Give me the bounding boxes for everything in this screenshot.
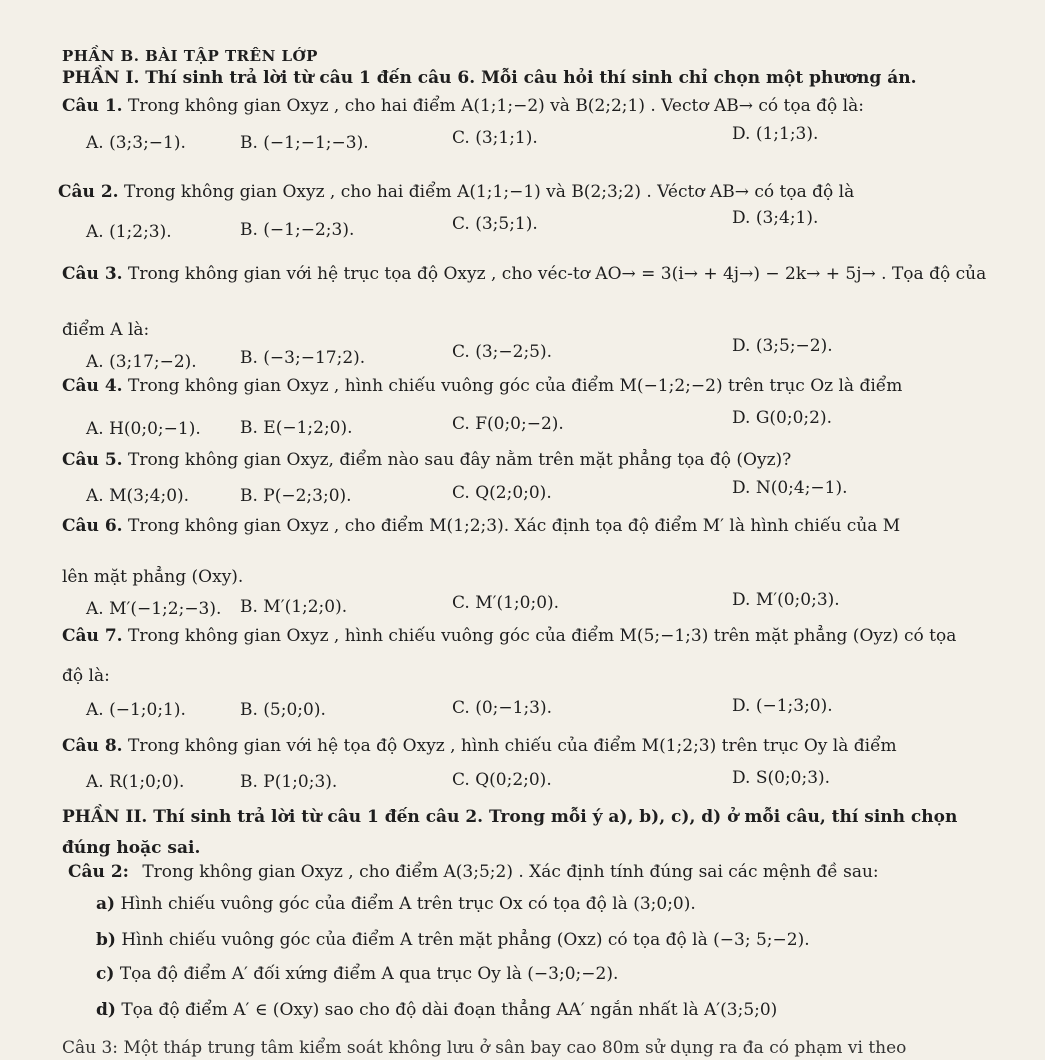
option-a: A. M(3;4;0). (86, 486, 190, 506)
option-d: D. G(0;0;2). (732, 408, 832, 428)
option-c: C. F(0;0;−2). (452, 414, 564, 434)
option-d: D. (3;5;−2). (732, 336, 833, 356)
question-text: Trong không gian với hệ trục tọa độ Oxyz , cho véc-tơ AO→ = 3(i→ + 4j→) − 2k→ + 5j→ . Tọa độ của (127, 264, 987, 284)
option-d: D. (1;1;3). (732, 124, 819, 144)
question-label: Câu 5. (62, 450, 123, 470)
question-label: Câu 8. (62, 736, 123, 756)
option-d: D. M′(0;0;3). (732, 590, 840, 610)
question-3 (62, 262, 986, 286)
question-3-cont: điểm A là: (62, 320, 150, 340)
option-a: A. M′(−1;2;−3). (86, 599, 222, 619)
statement-d (96, 998, 777, 1022)
question-7 (62, 624, 956, 648)
question-4 (62, 374, 902, 398)
option-c: C. (3;5;1). (452, 214, 538, 234)
statement-text: Tọa độ điểm A′ ∈ (Oxy) sao cho độ dài đoạn thẳng AA′ ngắn nhất là A′(3;5;0) (121, 1000, 778, 1020)
question-label: Câu 2: (68, 862, 129, 882)
option-d: D. S(0;0;3). (732, 768, 831, 788)
option-b: B. P(−2;3;0). (240, 486, 352, 506)
statement-text: Tọa độ điểm A′ đối xứng điểm A qua trục Oy là (−3;0;−2). (119, 964, 619, 984)
question-text: Trong không gian Oxyz, điểm nào sau đây nằm trên mặt phẳng tọa độ (Oyz)? (127, 450, 792, 470)
question-label: Câu 2. (58, 182, 119, 202)
option-b: B. P(1;0;3). (240, 772, 338, 792)
option-d: D. N(0;4;−1). (732, 478, 848, 498)
option-c: C. (3;−2;5). (452, 342, 553, 362)
question-label: Câu 3. (62, 264, 123, 284)
option-a: A. H(0;0;−1). (86, 419, 201, 439)
question-8 (62, 734, 897, 758)
question-1 (62, 94, 864, 118)
option-c: C. (0;−1;3). (452, 698, 553, 718)
question-label: Câu 7. (62, 626, 123, 646)
question-2 (58, 180, 854, 204)
question-text: Trong không gian Oxyz , cho hai điểm A(1;1;−1) và B(2;3;2) . Véctơ AB→ có tọa độ là (123, 182, 855, 202)
statement-label: b) (96, 930, 116, 950)
part-b-heading: PHẦN B. BÀI TẬP TRÊN LỚP (62, 47, 318, 65)
statement-text: Hình chiếu vuông góc của điểm A trên trục Ox có tọa độ là (3;0;0). (120, 894, 696, 914)
option-a: A. R(1;0;0). (86, 772, 185, 792)
part-2-heading: PHẦN II. Thí sinh trả lời từ câu 1 đến câu 2. Trong mỗi ý a), b), c), d) ở mỗi câu, thí sinh chọn (62, 807, 958, 827)
option-d: D. (−1;3;0). (732, 696, 833, 716)
option-c: C. M′(1;0;0). (452, 593, 560, 613)
question-text: Trong không gian Oxyz , hình chiếu vuông góc của điểm M(5;−1;3) trên mặt phẳng (Oyz) có tọa (127, 626, 957, 646)
statement-text: Hình chiếu vuông góc của điểm A trên mặt phẳng (Oxz) có tọa độ là (−3; 5;−2). (121, 930, 810, 950)
option-b: B. M′(1;2;0). (240, 597, 348, 617)
option-a: A. (−1;0;1). (86, 700, 186, 720)
question-label: Câu 1. (62, 96, 123, 116)
question-text: Trong không gian Oxyz , cho điểm A(3;5;2) . Xác định tính đúng sai các mệnh đề sau: (142, 862, 879, 882)
statement-b (96, 928, 810, 952)
option-a: A. (1;2;3). (86, 222, 172, 242)
option-b: B. (5;0;0). (240, 700, 326, 720)
question-3-cut-off: Câu 3: Một tháp trung tâm kiểm soát không lưu ở sân bay cao 80m sử dụng ra đa có phạm vi theo (62, 1038, 907, 1058)
statement-label: c) (96, 964, 115, 984)
part-2-heading-cont: đúng hoặc sai. (62, 838, 201, 858)
question-6 (62, 514, 900, 538)
part-1-heading: PHẦN I. Thí sinh trả lời từ câu 1 đến câu 6. Mỗi câu hỏi thí sinh chỉ chọn một phương án. (62, 68, 917, 88)
option-c: C. (3;1;1). (452, 128, 538, 148)
option-b: B. (−1;−2;3). (240, 220, 355, 240)
option-b: B. (−1;−1;−3). (240, 133, 369, 153)
option-b: B. (−3;−17;2). (240, 348, 366, 368)
option-a: A. (3;17;−2). (86, 352, 197, 372)
question-6-cont: lên mặt phẳng (Oxy). (62, 567, 244, 587)
option-c: C. Q(0;2;0). (452, 770, 552, 790)
option-d: D. (3;4;1). (732, 208, 819, 228)
question-7-cont: độ là: (62, 666, 110, 686)
question-text: Trong không gian Oxyz , cho hai điểm A(1;1;−2) và B(2;2;1) . Vectơ AB→ có tọa độ là: (127, 96, 864, 116)
option-a: A. (3;3;−1). (86, 133, 186, 153)
option-b: B. E(−1;2;0). (240, 418, 353, 438)
question-5 (62, 448, 791, 472)
statement-a (96, 892, 696, 916)
part-2-question-2 (68, 860, 879, 884)
question-label: Câu 6. (62, 516, 123, 536)
question-text: Trong không gian Oxyz , hình chiếu vuông góc của điểm M(−1;2;−2) trên trục Oz là điểm (127, 376, 903, 396)
question-label: Câu 4. (62, 376, 123, 396)
statement-label: d) (96, 1000, 116, 1020)
option-c: C. Q(2;0;0). (452, 483, 552, 503)
question-text: Trong không gian Oxyz , cho điểm M(1;2;3). Xác định tọa độ điểm M′ là hình chiếu của M (127, 516, 901, 536)
question-text: Trong không gian với hệ tọa độ Oxyz , hình chiếu của điểm M(1;2;3) trên trục Oy là điểm (127, 736, 897, 756)
statement-label: a) (96, 894, 116, 914)
statement-c (96, 962, 618, 986)
